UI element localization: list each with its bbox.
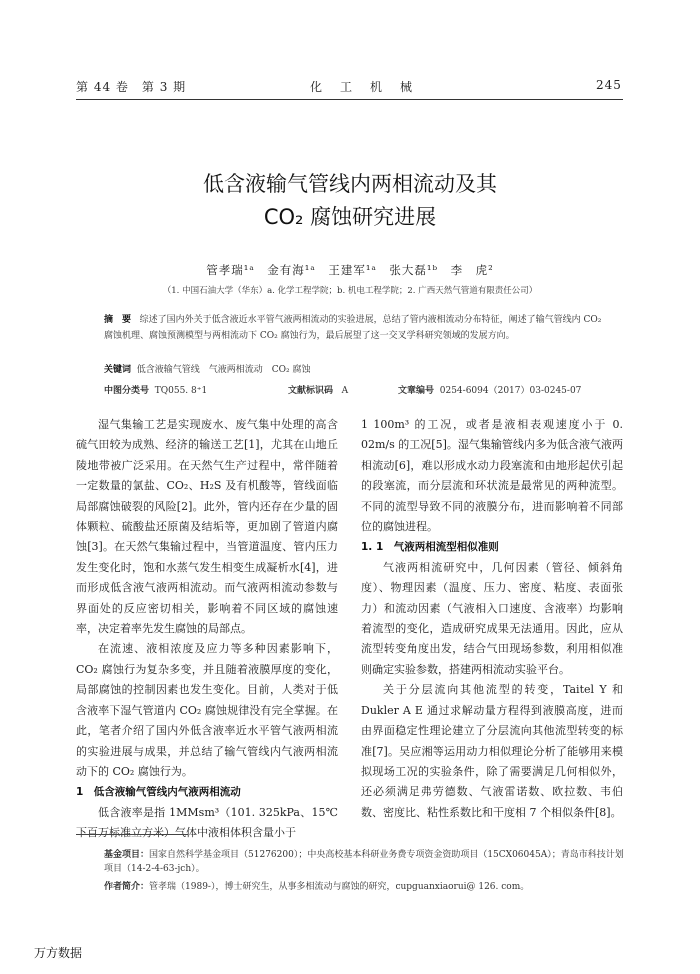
journal-name: 化 工 机 械 xyxy=(310,80,416,94)
volume-issue: 第 44 卷 第 3 期 xyxy=(76,80,187,94)
abstract xyxy=(104,312,602,344)
body-paragraph: 气液两相流研究中，几何因素（管径、倾斜角度）、物理因素（温度、压力、密度、粘度、表面张力）和流动因素（气液相入口速度、含液率）均影响着流型的变化，造成研究成果无法通用。因此，应从流型转变角度出发，结合气田现场参数，利用相似准则确定实验参数，搭建两相流动实验平台。 xyxy=(361,560,623,676)
author-bio-text: 管孝瑞（1989-），博士研究生，从事多相流动与腐蚀的研究，cupguanxiaorui@ 126. com。 xyxy=(149,882,530,892)
author-bio-label: 作者简介： xyxy=(104,882,150,892)
right-column xyxy=(361,415,623,823)
clc-value: TQ055. 8⁺1 xyxy=(154,386,208,396)
body-paragraph: 在流速、液相浓度及应力等多种因素影响下，CO₂ 腐蚀行为复杂多变，并且随着液膜厚度的变化，局部腐蚀的控制因素也发生变化。目前，人类对于低含液率下湿气管道内 CO₂ 腐蚀规律没有完全掌握。在此，笔者介绍了国内外低含液率近水平管气液两相流的实验进展与成果，并总结了输气管线内气液两相流动下的 CO₂ 腐蚀行为。 xyxy=(76,642,338,778)
page-number: 245 xyxy=(596,78,622,92)
article-no-label: 文章编号 xyxy=(398,386,435,396)
fund-label: 基金项目： xyxy=(104,850,150,860)
clc xyxy=(104,383,207,396)
left-column xyxy=(76,415,338,844)
affiliation: （1. 中国石油大学（华东）a. 化学工程学院；b. 机电工程学院；2. 广西天然气管道有限责任公司） xyxy=(162,286,538,296)
section-heading: 1. 1 气液两相流型相似准则 xyxy=(361,541,499,554)
watermark: 万方数据 xyxy=(34,946,83,960)
body-paragraph: 关于分层流向其他流型的转变，Taitel Y 和 Dukler A E 通过求解动量方程得到液膜高度，进而由界面稳定性理论建立了分层流向其他流型转变的标准[7]。吴应湘等运用动力相似理论分析了能够用来模拟现场工况的实验条件，除了需要满足几何相似外，还必须满足弗劳德数、气液雷诺数、欧拉数、韦伯数、密度比、粘性系数比和干度相 7 个相似条件[8]。 xyxy=(361,683,623,819)
footnote-rule xyxy=(76,834,188,835)
clc-label: 中图分类号 xyxy=(104,386,150,396)
keywords-label: 关键词 xyxy=(104,365,132,375)
body-paragraph: 1 100m³ 的工况，或者是液相表观速度小于 0. 02m/s 的工况[5]。湿气集输管线内多为低含液气液两相流动[6]，难以形成水动力段塞流和由地形起伏引起的段塞流，而分层流和环状流是最常见的两种流型。不同的流型导致不同的液膜分布，进而影响着不同部位的腐蚀进程。 xyxy=(361,418,623,534)
doc-code xyxy=(288,383,348,396)
doc-code-value: A xyxy=(341,386,349,396)
body-paragraph: 湿气集输工艺是实现废水、废气集中处理的高含硫气田较为成熟、经济的输送工艺[1]，尤其在山地丘陵地带被广泛采用。在天然气生产过程中，常伴随着一定数量的氯盐、CO₂、H₂S 及有机酸等，管线面临局部腐蚀破裂的风险[2]。此外，管内还存在少量的固体颗粒、硫酸盐还原菌及结垢等，更加剧了管道内腐蚀[3]。在天然气集输过程中，当管道温度、管内压力发生变化时，饱和水蒸气发生相变生成凝析水[4]，进而形成低含液气液两相流动。而气液两相流动参数与界面处的反应密切相关，影响着不同区域的腐蚀速率，决定着率先发生腐蚀的局部点。 xyxy=(76,418,338,636)
author-list: 管孝瑞¹ᵃ 金有海¹ᵃ 王建军¹ᵃ 张大磊¹ᵇ 李 虎² xyxy=(206,263,494,277)
paper-title-line1: 低含液输气管线内两相流动及其 xyxy=(203,172,497,196)
author-note xyxy=(104,880,624,894)
article-no-value: 0254-6094（2017）03-0245-07 xyxy=(439,386,582,396)
section-heading: 1 低含液输气管线内气液两相流动 xyxy=(76,786,241,799)
keywords-text: 低含液输气管线 气液两相流动 CO₂ 腐蚀 xyxy=(136,365,311,375)
body-paragraph: 低含液率是指 1MMsm³（101. 325kPa、15℃ 下百万标准立方米）气体中液相体积含量小于 xyxy=(76,805,338,840)
keywords xyxy=(104,362,602,378)
abstract-text: 综述了国内外关于低含液近水平管气液两相流动的实验进展，总结了管内液相流动分布特征，阐述了输气管线内 CO₂ 腐蚀机理、腐蚀预测模型与两相流动下 CO₂ 腐蚀行为，最后展望了这一交叉学科研究领域的发展方向。 xyxy=(104,315,602,341)
paper-title-line2: CO₂ 腐蚀研究进展 xyxy=(263,205,437,229)
header-rule xyxy=(76,99,623,100)
doc-code-label: 文献标识码 xyxy=(288,386,334,396)
abstract-label: 摘 要 xyxy=(104,315,132,325)
article-no xyxy=(398,383,581,396)
fund-text: 国家自然科学基金项目（51276200）；中央高校基本科研业务费专项资金资助项目（15CX06045A）；青岛市科技计划项目（14-2-4-63-jch）。 xyxy=(104,850,624,874)
fund-note xyxy=(104,848,624,876)
